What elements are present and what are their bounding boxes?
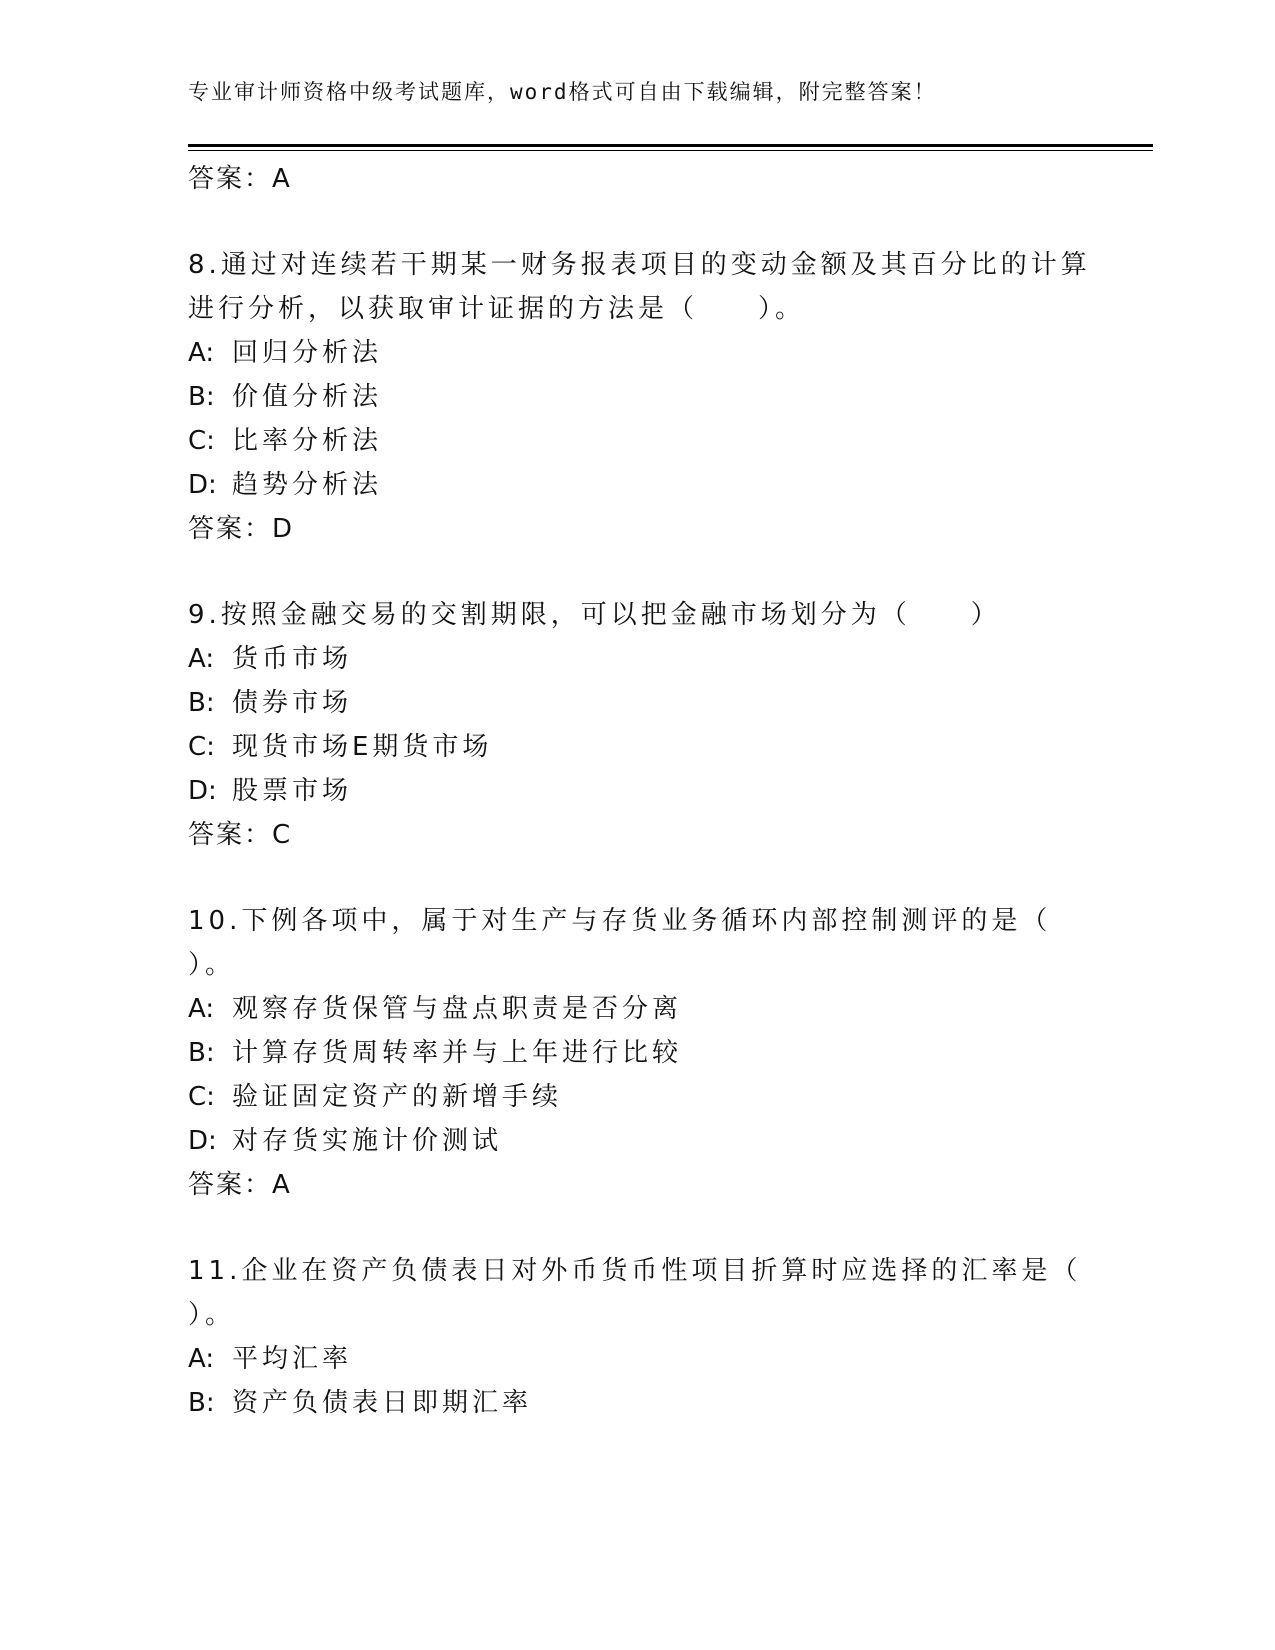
question-8-answer: 答案：D [188,514,295,544]
question-8-option-a [188,332,382,369]
option-text: 债券市场 [232,688,353,718]
option-key: A: [188,338,215,368]
option-text: 回归分析法 [232,338,383,368]
option-text: 资产负债表日即期汇率 [232,1388,533,1418]
header-rule-thick [188,144,1153,147]
question-9-option-c [188,726,492,763]
option-text: 趋势分析法 [232,470,383,500]
option-key: D: [188,1126,217,1156]
question-8-option-d [188,464,382,501]
option-key: D: [188,776,217,806]
question-10-stem-line-1: 10.下例各项中，属于对生产与存货业务循环内部控制测评的是（ [188,906,1052,936]
option-text: 比率分析法 [232,426,383,456]
question-10-option-a [188,988,682,1025]
question-8-stem-line-2: 进行分析，以获取审计证据的方法是（ ）。 [188,294,806,324]
option-key: C: [188,1082,215,1112]
option-text: 平均汇率 [232,1344,353,1374]
option-text: 货币市场 [232,644,353,674]
option-key: C: [188,732,215,762]
question-9-option-a [188,638,352,675]
question-10-option-d [188,1120,502,1157]
question-8-option-b [188,376,382,413]
question-9-stem-line-1: 9.按照金融交易的交割期限，可以把金融市场划分为（ ） [188,600,1001,630]
option-key: A: [188,994,215,1024]
question-9-option-b [188,682,352,719]
option-text: 计算存货周转率并与上年进行比较 [232,1038,683,1068]
page-header: 专业审计师资格中级考试题库，word格式可自由下载编辑，附完整答案！ [188,80,937,104]
option-key: A: [188,1344,215,1374]
question-11-option-b [188,1382,532,1419]
option-text: 观察存货保管与盘点职责是否分离 [232,994,683,1024]
option-key: A: [188,644,215,674]
header-rule-thin [188,150,1153,151]
option-text: 股票市场 [232,776,353,806]
question-8-stem-line-1: 8.通过对连续若干期某一财务报表项目的变动金额及其百分比的计算 [188,250,1091,280]
question-10-option-b [188,1032,682,1069]
option-key: B: [188,688,215,718]
option-key: D: [188,470,217,500]
option-text: 验证固定资产的新增手续 [232,1082,563,1112]
question-10-stem-line-2: ）。 [188,950,236,980]
previous-answer: 答案：A [188,164,292,194]
option-key: C: [188,426,215,456]
option-text: 价值分析法 [232,382,383,412]
question-11-stem-line-2: ）。 [188,1300,236,1330]
option-text: 现货市场E期货市场 [232,732,493,762]
option-text: 对存货实施计价测试 [232,1126,503,1156]
question-8-option-c [188,420,382,457]
question-11-option-a [188,1338,352,1375]
option-key: B: [188,382,215,412]
question-9-option-d [188,770,352,807]
question-11-stem-line-1: 11.企业在资产负债表日对外币货币性项目折算时应选择的汇率是（ [188,1256,1082,1286]
option-key: B: [188,1388,215,1418]
option-key: B: [188,1038,215,1068]
question-10-answer: 答案：A [188,1170,292,1200]
question-10-option-c [188,1076,562,1113]
question-9-answer: 答案：C [188,820,293,850]
